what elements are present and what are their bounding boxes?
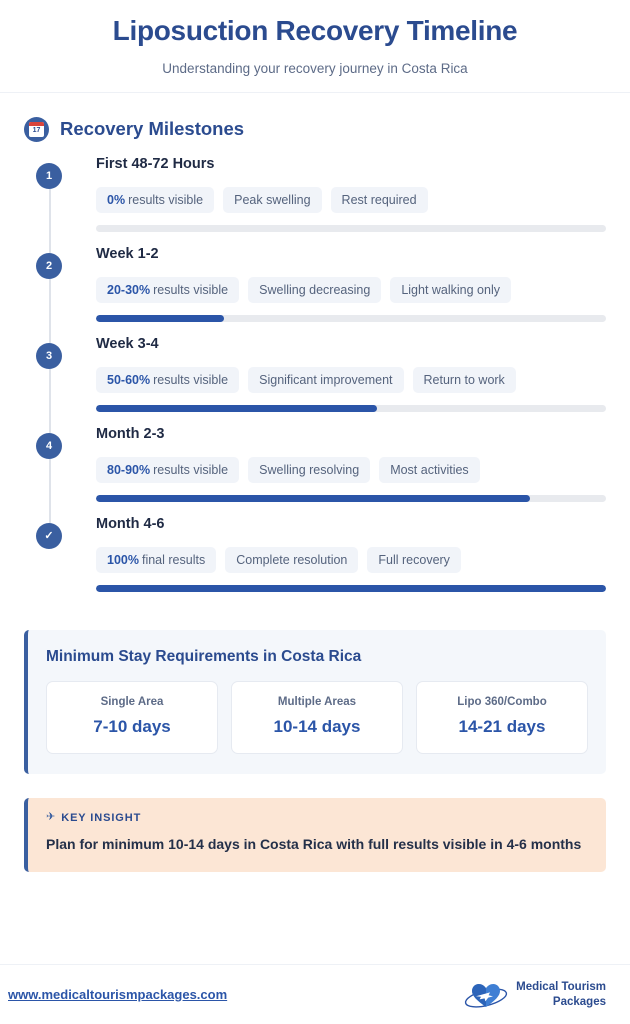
- milestone-tag: Peak swelling: [223, 187, 321, 213]
- milestone-percent-label: results visible: [153, 372, 229, 387]
- milestone-row: [24, 246, 606, 336]
- milestone-percent-tag: [96, 277, 239, 303]
- milestone-tag: Swelling decreasing: [248, 277, 381, 303]
- milestone-title: Week 1-2: [96, 245, 159, 262]
- milestone-progress-fill: [96, 315, 224, 322]
- section-title: Recovery Milestones: [60, 118, 245, 140]
- milestone-tag-list: [96, 187, 606, 213]
- milestone-row: [24, 516, 606, 606]
- milestone-check-bullet: ✓: [36, 523, 62, 549]
- recovery-timeline: [0, 142, 630, 606]
- milestone-row: [24, 336, 606, 426]
- milestone-number-bullet: 2: [36, 253, 62, 279]
- milestone-progress-track: [96, 225, 606, 232]
- calendar-icon: [24, 117, 49, 142]
- minimum-stay-card-list: [46, 681, 588, 754]
- milestone-tag: Most activities: [379, 457, 480, 483]
- milestone-number-bullet: 4: [36, 433, 62, 459]
- airplane-icon: ✈: [46, 811, 56, 824]
- milestone-tag-list: [96, 547, 606, 573]
- milestone-percent-label: results visible: [128, 192, 204, 207]
- milestone-percent-tag: [96, 367, 239, 393]
- milestone-progress-track: [96, 315, 606, 322]
- milestone-tag: Full recovery: [367, 547, 461, 573]
- milestone-percent-label: results visible: [153, 462, 229, 477]
- milestone-title: First 48-72 Hours: [96, 155, 215, 172]
- section-header: [0, 93, 630, 142]
- page-subtitle: Understanding your recovery journey in Costa Rica: [162, 60, 468, 76]
- milestone-body: [62, 516, 606, 593]
- milestone-percent-tag: [96, 457, 239, 483]
- milestone-body: [62, 246, 606, 323]
- milestone-tag-list: [96, 457, 606, 483]
- website-url-link[interactable]: www.medicaltourismpackages.com: [8, 987, 228, 1002]
- minimum-stay-title: Minimum Stay Requirements in Costa Rica: [46, 647, 362, 665]
- milestone-tag-list: [96, 277, 606, 303]
- milestone-tag: Rest required: [331, 187, 428, 213]
- milestone-progress-fill: [96, 495, 530, 502]
- page-header: [0, 0, 630, 93]
- milestone-body: [62, 426, 606, 503]
- minimum-stay-card-label: Multiple Areas: [277, 695, 357, 708]
- milestone-percent-label: final results: [141, 552, 206, 567]
- heart-airplane-logo: [463, 979, 509, 1011]
- minimum-stay-card-value: 10-14 days: [273, 716, 361, 736]
- milestone-percent-label: results visible: [153, 282, 229, 297]
- milestone-tag: Complete resolution: [225, 547, 358, 573]
- brand-name-line2: Packages: [552, 995, 606, 1008]
- milestone-tag: Significant improvement: [248, 367, 403, 393]
- minimum-stay-card-value: 14-21 days: [458, 716, 546, 736]
- milestone-row: [24, 156, 606, 246]
- milestone-percent-value: 50-60%: [107, 372, 151, 387]
- minimum-stay-card-label: Single Area: [100, 695, 164, 708]
- milestone-percent-tag: [96, 547, 216, 573]
- brand-name-line1: Medical Tourism: [516, 981, 606, 994]
- minimum-stay-card: [46, 681, 218, 754]
- key-insight-header: [46, 812, 588, 824]
- milestone-percent-value: 80-90%: [107, 462, 151, 477]
- milestone-title: Month 4-6: [96, 515, 165, 532]
- page-title: Liposuction Recovery Timeline: [112, 15, 518, 46]
- calendar-day-number: 17: [32, 127, 41, 135]
- milestone-percent-value: 100%: [107, 552, 139, 567]
- key-insight-text: Plan for minimum 10-14 days in Costa Rica with full results visible in 4-6 months: [46, 835, 582, 852]
- milestone-body: [62, 336, 606, 413]
- brand-name: [516, 980, 606, 1009]
- milestone-title: Week 3-4: [96, 335, 159, 352]
- milestone-percent-tag: [96, 187, 214, 213]
- milestone-progress-track: [96, 405, 606, 412]
- minimum-stay-card: [231, 681, 403, 754]
- milestone-tag: Light walking only: [390, 277, 511, 303]
- milestone-row: [24, 426, 606, 516]
- milestone-tag: Return to work: [413, 367, 516, 393]
- milestone-number-bullet: 1: [36, 163, 62, 189]
- milestone-body: [62, 156, 606, 233]
- milestone-percent-value: 0%: [107, 192, 126, 207]
- key-insight-box: [24, 798, 606, 872]
- page-footer: [0, 964, 630, 1024]
- milestone-progress-fill: [96, 405, 377, 412]
- milestone-title: Month 2-3: [96, 425, 165, 442]
- minimum-stay-card-label: Lipo 360/Combo: [457, 695, 547, 708]
- milestone-progress-track: [96, 495, 606, 502]
- minimum-stay-panel: [24, 630, 606, 774]
- milestone-percent-value: 20-30%: [107, 282, 151, 297]
- milestone-number-bullet: 3: [36, 343, 62, 369]
- milestone-tag-list: [96, 367, 606, 393]
- milestone-progress-track: [96, 585, 606, 592]
- milestone-progress-fill: [96, 585, 606, 592]
- brand-lockup: [463, 979, 606, 1011]
- calendar-glyph: [29, 122, 44, 137]
- milestone-tag: Swelling resolving: [248, 457, 370, 483]
- minimum-stay-card: [416, 681, 588, 754]
- minimum-stay-card-value: 7-10 days: [93, 716, 171, 736]
- key-insight-label: KEY INSIGHT: [61, 811, 142, 824]
